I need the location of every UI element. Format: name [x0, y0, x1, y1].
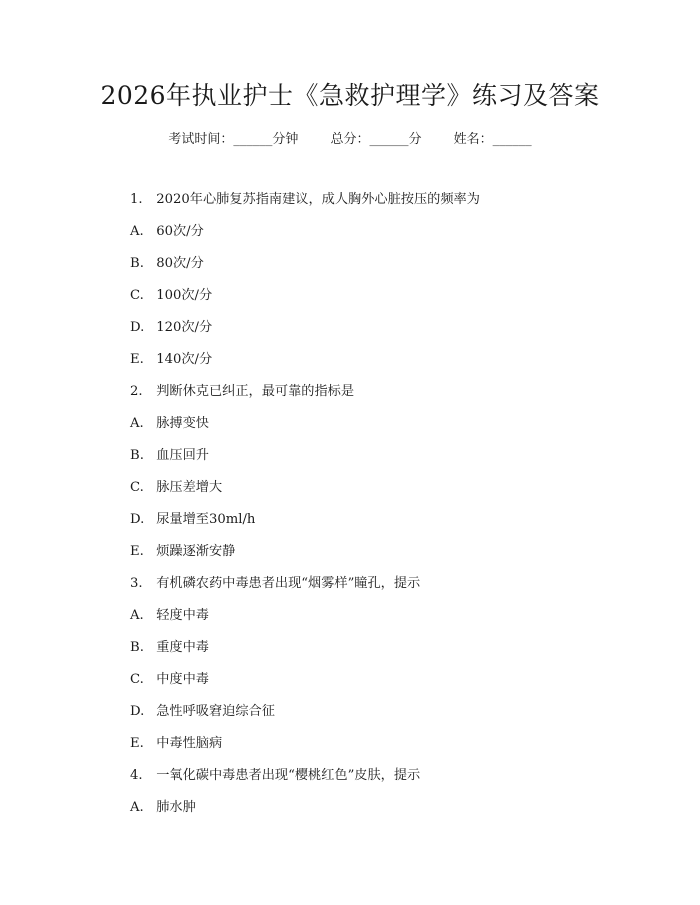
question-stem	[130, 572, 650, 604]
option-letter: A.	[130, 416, 144, 431]
option-letter: B.	[130, 256, 144, 271]
option-letter: A.	[130, 224, 144, 239]
option-text: 80次/分	[156, 256, 204, 271]
question-stem	[130, 764, 650, 796]
option-letter: A.	[130, 608, 144, 623]
answer-option	[130, 316, 650, 348]
option-text: 脉搏变快	[156, 416, 209, 431]
answer-option	[130, 220, 650, 252]
answer-option	[130, 476, 650, 508]
option-letter: C.	[130, 672, 144, 687]
option-letter: C.	[130, 480, 144, 495]
option-letter: B.	[130, 640, 144, 655]
option-text: 中度中毒	[156, 672, 209, 687]
answer-option	[130, 700, 650, 732]
option-letter: D.	[130, 704, 145, 719]
answer-option	[130, 508, 650, 540]
option-text: 100次/分	[156, 288, 213, 303]
option-letter: C.	[130, 288, 144, 303]
answer-option	[130, 796, 650, 828]
question-stem	[130, 380, 650, 412]
answer-option	[130, 444, 650, 476]
answer-option	[130, 636, 650, 668]
option-letter: E.	[130, 736, 144, 751]
question-text: 2020年心肺复苏指南建议，成人胸外心脏按压的频率为	[156, 192, 480, 207]
answer-option	[130, 284, 650, 316]
option-text: 肺水肿	[156, 800, 196, 815]
question-text: 有机磷农药中毒患者出现“烟雾样”瞳孔，提示	[156, 576, 421, 591]
option-letter: D.	[130, 512, 145, 527]
exam-name: 姓名：______	[453, 132, 532, 147]
answer-option	[130, 604, 650, 636]
answer-option	[130, 540, 650, 572]
option-text: 140次/分	[156, 352, 213, 367]
option-text: 烦躁逐渐安静	[156, 544, 236, 559]
option-text: 尿量增至30ml/h	[156, 512, 256, 527]
option-letter: E.	[130, 352, 144, 367]
answer-option	[130, 252, 650, 284]
answer-option	[130, 668, 650, 700]
answer-option	[130, 348, 650, 380]
option-letter: A.	[130, 800, 144, 815]
option-text: 60次/分	[156, 224, 204, 239]
option-letter: E.	[130, 544, 144, 559]
option-text: 轻度中毒	[156, 608, 209, 623]
exam-meta	[0, 130, 700, 150]
option-text: 急性呼吸窘迫综合征	[156, 704, 275, 719]
option-text: 重度中毒	[156, 640, 209, 655]
question-number: 1.	[130, 192, 143, 207]
question-stem	[130, 188, 650, 220]
question-number: 3.	[130, 576, 143, 591]
exam-score: 总分：______分	[330, 132, 422, 147]
option-text: 血压回升	[156, 448, 209, 463]
question-list	[130, 188, 650, 828]
question-number: 4.	[130, 768, 143, 783]
question-text: 一氧化碳中毒患者出现“樱桃红色”皮肤，提示	[156, 768, 421, 783]
option-text: 脉压差增大	[156, 480, 223, 495]
answer-option	[130, 412, 650, 444]
question-text: 判断休克已纠正，最可靠的指标是	[156, 384, 355, 399]
option-letter: D.	[130, 320, 145, 335]
option-text: 中毒性脑病	[156, 736, 223, 751]
document-title: 2026年执业护士《急救护理学》练习及答案	[100, 81, 600, 110]
option-letter: B.	[130, 448, 144, 463]
answer-option	[130, 732, 650, 764]
exam-time: 考试时间：______分钟	[168, 132, 299, 147]
option-text: 120次/分	[156, 320, 213, 335]
question-number: 2.	[130, 384, 143, 399]
